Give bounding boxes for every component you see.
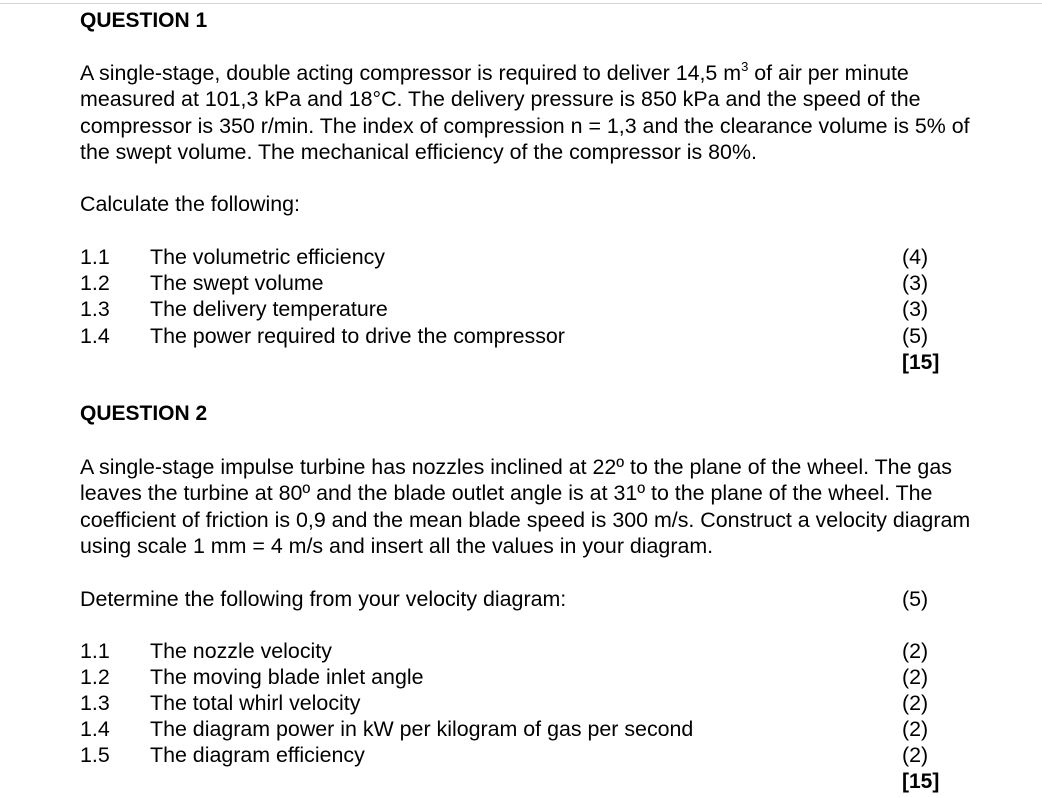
- item-marks: (2): [902, 717, 929, 741]
- item-marks: (3): [902, 271, 929, 295]
- question-2-item: [80, 638, 950, 664]
- item-text: The total whirl velocity: [150, 691, 361, 715]
- question-1-instruction: Calculate the following:: [80, 192, 300, 216]
- cubic-superscript: 3: [741, 58, 749, 74]
- question-1-total-marks: [15]: [902, 351, 940, 374]
- question-1-item: [80, 244, 950, 270]
- question-2-instruction: Determine the following from your velocity diagram:: [80, 587, 567, 611]
- question-2-heading: QUESTION 2: [80, 402, 208, 425]
- item-marks: (5): [902, 324, 929, 348]
- question-1-item: [80, 296, 950, 322]
- question-1-paragraph-part-1: A single-stage, double acting compressor is required to deliver 14,5 m: [80, 61, 742, 85]
- item-number: 1.4: [80, 324, 110, 348]
- item-text: The volumetric efficiency: [150, 245, 385, 269]
- question-1-paragraph: [80, 60, 980, 166]
- item-number: 1.2: [80, 665, 110, 689]
- item-text: The swept volume: [150, 271, 324, 295]
- item-number: 1.5: [80, 743, 110, 767]
- question-2-item: [80, 742, 950, 768]
- item-text: The nozzle velocity: [150, 639, 332, 663]
- item-text: The delivery temperature: [150, 297, 388, 321]
- item-marks: (3): [902, 297, 929, 321]
- question-2-item: [80, 716, 950, 742]
- item-marks: (2): [902, 743, 929, 767]
- item-number: 1.2: [80, 271, 110, 295]
- item-text: The diagram efficiency: [150, 743, 365, 767]
- item-marks: (4): [902, 245, 929, 269]
- item-text: The power required to drive the compressor: [150, 324, 565, 348]
- question-1-item: [80, 323, 950, 349]
- question-2-item: [80, 664, 950, 690]
- item-number: 1.4: [80, 717, 110, 741]
- question-1-item: [80, 270, 950, 296]
- question-1-paragraph-part-2: of air per minute measured at 101,3 kPa and 18°C. The delivery pressure is 850 kPa and the speed of the compressor is 350 r/min. The index of compression n = 1,3 and the clearance volume is 5% of the swept volume. The mechanical efficiency of the compressor is 80%.: [80, 61, 970, 165]
- question-2-total-marks: [15]: [902, 770, 940, 793]
- question-2-instruction-marks: (5): [902, 587, 929, 611]
- item-marks: (2): [902, 665, 929, 689]
- item-number: 1.1: [80, 245, 110, 269]
- item-number: 1.3: [80, 297, 110, 321]
- question-1-heading: QUESTION 1: [80, 9, 208, 32]
- item-number: 1.1: [80, 639, 110, 663]
- item-marks: (2): [902, 691, 929, 715]
- item-number: 1.3: [80, 691, 110, 715]
- item-text: The moving blade inlet angle: [150, 665, 424, 689]
- question-2-item: [80, 690, 950, 716]
- top-border-line: [0, 3, 1042, 4]
- item-text: The diagram power in kW per kilogram of gas per second: [150, 717, 694, 741]
- item-marks: (2): [902, 639, 929, 663]
- question-2-paragraph: A single-stage impulse turbine has nozzles inclined at 22º to the plane of the wheel. The gas leaves the turbine at 80º and the blade outlet angle is at 31º to the plane of the wheel. The coefficient of friction is 0,9 and the mean blade speed is 300 m/s. Construct a velocity diagram using scale 1 mm = 4 m/s and insert all the values in your diagram.: [80, 455, 971, 559]
